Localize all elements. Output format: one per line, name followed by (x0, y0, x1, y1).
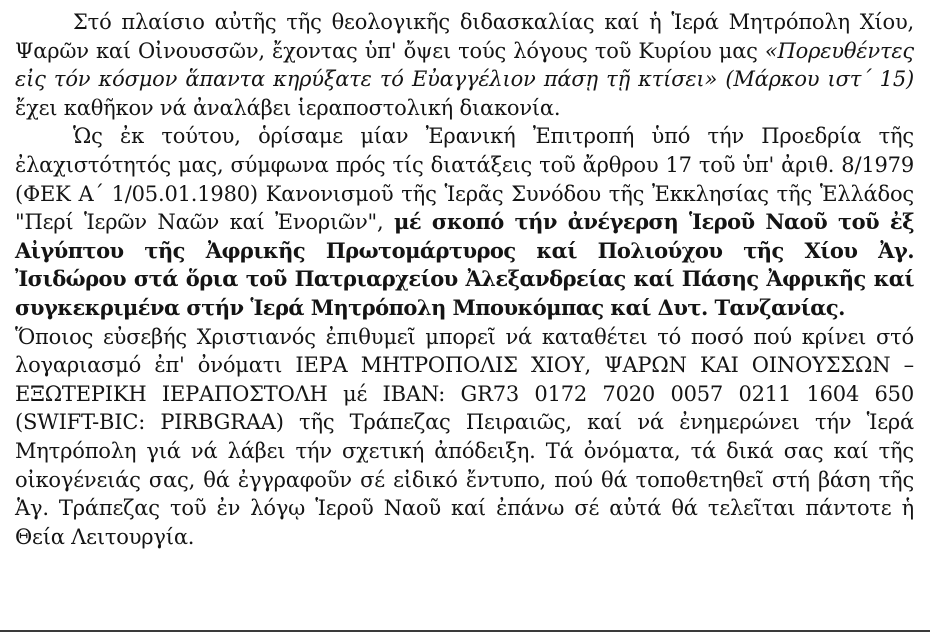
paragraph-committee-intro: Ὡς ἐκ τούτου, ὁρίσαμε μίαν Ἐρανική Ἐπιτροπή ὑπό τήν Προεδρία τῆς ἐλαχιστότητός μας, σύμφωνα πρός τίς διατάξεις τοῦ ἄρθρου 17 τοῦ ὑπ' ἀριθ. 8/1979 (ΦΕΚ Α΄ 1/05.01.1980) Κανονισμοῦ τῆς Ἱερᾶς Συνόδου τῆς Ἐκκλησίας τῆς Ἑλλάδος "Περί Ἱερῶν Ναῶν καί Ἐνοριῶν", (15, 124, 914, 235)
bottom-border (0, 630, 930, 632)
paragraph-mission-intro: Στό πλαίσιο αὐτῆς τῆς θεολογικῆς διδασκαλίας καί ἡ Ἱερά Μητρόπολη Χίου, Ψαρῶν καί Οἰνουσσῶν, ἔχοντας ὑπ' ὄψει τούς λόγους τοῦ Κυρίου μας (15, 10, 914, 63)
paragraph-mission (15, 8, 914, 122)
paragraph-mission-end: ἔχει καθῆκον νά ἀναλάβει ἱεραποστολική διακονία. (15, 95, 561, 120)
paragraph-committee (15, 122, 914, 322)
gospel-quote: «Πορευθέντες εἰς τόν κόσμον ἅπαντα κηρύξατε τό Εὐαγγέλιον πάσῃ τῇ κτίσει» (Μάρκου ιστ΄ 15) (15, 38, 914, 92)
paragraph-donation: Ὅποιος εὐσεβής Χριστιανός ἐπιθυμεῖ μπορεῖ νά καταθέτει τό ποσό πού κρίνει στό λογαριασμό ἐπ' ὀνόματι ΙΕΡΑ ΜΗΤΡΟΠΟΛΙΣ ΧΙΟΥ, ΨΑΡΩΝ ΚΑΙ ΟΙΝΟΥΣΣΩΝ – ΕΞΩΤΕΡΙΚΗ ΙΕΡΑΠΟΣΤΟΛΗ μέ IBAN: GR73 0172 7020 0057 0211 1604 650 (SWIFT-BIC: PIRBGRAA) τῆς Τράπεζας Πειραιῶς, καί νά ἐνημερώνει τήν Ἱερά Μητρόπολη γιά νά λάβει τήν σχετική ἀπόδειξη. Τά ὀνόματα, τά δικά σας καί τῆς οἰκογένειάς σας, θά ἐγγραφοῦν σέ εἰδικό ἔντυπο, πού θά τοποθετηθεῖ στή βάση τῆς Ἁγ. Τράπεζας τοῦ ἐν λόγῳ Ἱεροῦ Ναοῦ καί ἐπάνω σέ αὐτά θά τελεῖται πάντοτε ἡ Θεία Λειτουργία. (15, 324, 914, 549)
church-construction-purpose: μέ σκοπό τήν ἀνέγερση Ἱεροῦ Ναοῦ τοῦ ἐξ Αἰγύπτου τῆς Ἀφρικῆς Πρωτομάρτυρος καί Πολιούχου τῆς Χίου Ἀγ. Ἰσιδώρου στά ὅρια τοῦ Πατριαρχείου Ἀλεξανδρείας καί Πάσης Ἀφρικῆς καί συγκεκριμένα στήν Ἱερά Μητρόπολη Μπουκόμπας καί Δυτ. Τανζανίας. (15, 209, 914, 320)
